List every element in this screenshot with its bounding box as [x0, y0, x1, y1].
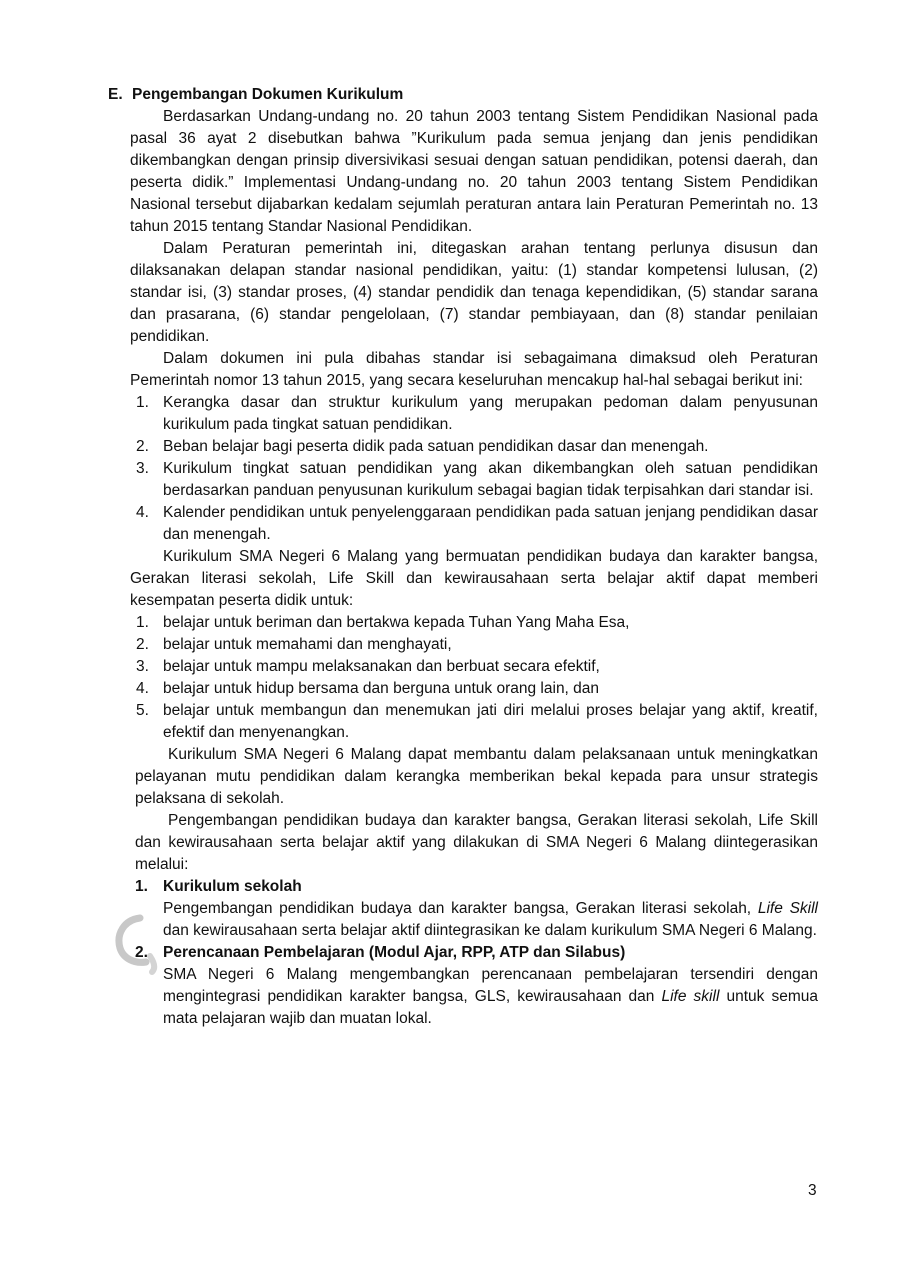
- paragraph-curriculum-opportunity: Kurikulum SMA Negeri 6 Malang yang bermuatan pendidikan budaya dan karakter bangsa, Gerakan literasi sekolah, Life Skill dan kewirausahaan serta belajar aktif dapat memberi kesempatan peserta didik untuk:: [130, 548, 818, 609]
- watermark-icon: [110, 912, 164, 976]
- list-item: 4. belajar untuk hidup bersama dan berguna untuk orang lain, dan: [136, 680, 600, 697]
- integration-item-body: Pengembangan pendidikan budaya dan karakter bangsa, Gerakan literasi sekolah, Life Skill dan kewirausahaan serta belajar aktif diintegrasikan ke dalam kurikulum SMA Negeri 6 Malang.: [163, 900, 819, 939]
- list-item: 5. belajar untuk membangun dan menemukan jati diri melalui proses belajar yang aktif, kreatif, efektif dan menyenangkan.: [136, 702, 818, 741]
- standar-isi-list: [130, 392, 818, 546]
- section-heading: [108, 84, 828, 106]
- paragraph-content-standard: Dalam dokumen ini pula dibahas standar isi sebagaimana dimaksud oleh Peraturan Pemerintah nomor 13 tahun 2015, yang secara keseluruhan mencakup hal-hal sebagai berikut ini:: [130, 350, 818, 389]
- list-item: 4. Kalender pendidikan untuk penyelenggaraan pendidikan pada satuan jenjang pendidikan dasar dan menengah.: [136, 504, 818, 543]
- paragraph-legal-basis: Berdasarkan Undang-undang no. 20 tahun 2003 tentang Sistem Pendidikan Nasional pada pasal 36 ayat 2 disebutkan bahwa ”Kurikulum pada semua jenjang dan jenis pendidikan dikembangkan dengan prinsip diversivikasi sesuai dengan satuan pendidikan, potensi daerah, dan peserta didik.” Implementasi Undang-undang no. 20 tahun 2003 tentang Sistem Pendidikan Nasional tersebut dijabarkan kedalam sejumlah peraturan antara lain Peraturan Pemerintah no. 13 tahun 2015 tentang Standar Nasional Pendidikan.: [130, 108, 818, 235]
- list-item: 1. belajar untuk beriman dan bertakwa kepada Tuhan Yang Maha Esa,: [136, 614, 630, 631]
- section-title: Pengembangan Dokumen Kurikulum: [132, 86, 404, 103]
- paragraph-service-quality: Kurikulum SMA Negeri 6 Malang dapat membantu dalam pelaksanaan untuk meningkatkan pelayanan mutu pendidikan dalam kerangka memberikan bekal kepada para unsur strategis pelaksana di sekolah.: [135, 746, 818, 807]
- section-letter: E.: [108, 86, 123, 103]
- list-item: 3. Kurikulum tingkat satuan pendidikan yang akan dikembangkan oleh satuan pendidikan berdasarkan panduan penyusunan kurikulum sebagai bagian tidak terpisahkan dari standar isi.: [136, 460, 818, 499]
- list-item: 1. Kerangka dasar dan struktur kurikulum yang merupakan pedoman dalam penyusunan kurikulum pada tingkat satuan pendidikan.: [136, 394, 818, 433]
- shifted-block: [135, 744, 818, 876]
- integration-item-title: Kurikulum sekolah: [163, 878, 302, 895]
- list-item: 3. belajar untuk mampu melaksanakan dan berbuat secara efektif,: [136, 658, 600, 675]
- integration-list: [135, 876, 818, 1030]
- integration-item-body: SMA Negeri 6 Malang mengembangkan perencanaan pembelajaran tersendiri dengan mengintegrasi pendidikan karakter bangsa, GLS, kewirausahaan dan Life skill untuk semua mata pelajaran wajib dan muatan lokal.: [163, 966, 818, 1027]
- section-content: [130, 106, 818, 1030]
- list-item: 1. Kurikulum sekolah Pengembangan pendidikan budaya dan karakter bangsa, Gerakan literasi sekolah, Life Skill dan kewirausahaan serta belajar aktif diintegrasikan ke dalam kurikulum SMA Negeri 6 Malang.: [135, 876, 818, 942]
- list-item: 2. Beban belajar bagi peserta didik pada satuan pendidikan dasar dan menengah.: [136, 438, 709, 455]
- list-item: 2. Perencanaan Pembelajaran (Modul Ajar, RPP, ATP dan Silabus) SMA Negeri 6 Malang mengembangkan perencanaan pembelajaran tersendiri dengan mengintegrasi pendidikan karakter bangsa, GLS, kewirausahaan dan Life skill untuk semua mata pelajaran wajib dan muatan lokal.: [135, 942, 818, 1030]
- integration-item-title: Perencanaan Pembelajaran (Modul Ajar, RPP, ATP dan Silabus): [163, 944, 626, 961]
- paragraph-national-standards: Dalam Peraturan pemerintah ini, ditegaskan arahan tentang perlunya disusun dan dilaksanakan delapan standar nasional pendidikan, yaitu: (1) standar kompetensi lulusan, (2) standar isi, (3) standar proses, (4) standar pendidik dan tenaga kependidikan, (5) standar sarana dan prasarana, (6) standar pengelolaan, (7) standar pembiayaan, dan (8) standar penilaian pendidikan.: [130, 240, 818, 345]
- learning-goals-list: [130, 612, 818, 744]
- list-item: 2. belajar untuk memahami dan menghayati,: [136, 636, 452, 653]
- paragraph-integration: Pengembangan pendidikan budaya dan karakter bangsa, Gerakan literasi sekolah, Life Skill dan kewirausahaan serta belajar aktif yang dilakukan di SMA Negeri 6 Malang diintegerasikan melalui:: [135, 812, 818, 873]
- page-number: 3: [808, 1182, 817, 1199]
